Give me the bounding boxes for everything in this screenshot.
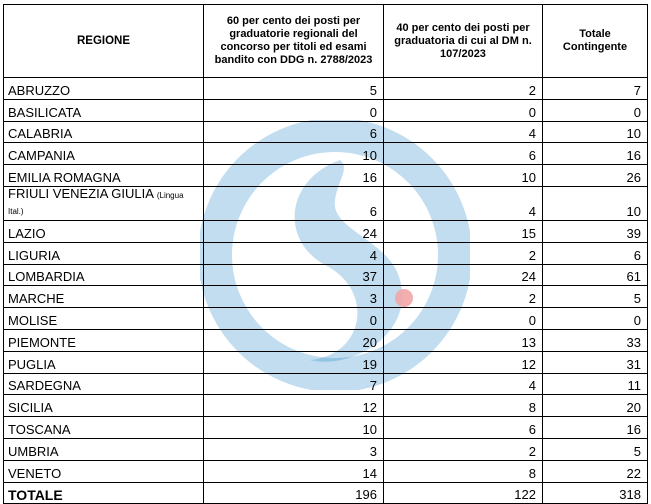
posts-total: 10 <box>543 186 648 220</box>
header-region: REGIONE <box>4 5 204 78</box>
posts-60: 4 <box>204 242 384 264</box>
posts-60: 12 <box>204 395 384 417</box>
header-40-percent: 40 per cento dei posti per graduatoria di cui al DM n. 107/2023 <box>384 5 543 78</box>
posts-total: 6 <box>543 242 648 264</box>
table-header-row <box>4 5 648 78</box>
region-name <box>4 460 204 482</box>
region-name <box>4 351 204 373</box>
totals-40: 122 <box>384 482 543 504</box>
region-name <box>4 143 204 165</box>
region-label: LAZIO <box>8 225 46 241</box>
posts-60: 6 <box>204 186 384 220</box>
totals-label: TOTALE <box>4 482 204 504</box>
region-name <box>4 264 204 286</box>
posts-40: 24 <box>384 264 543 286</box>
table-row <box>4 78 648 100</box>
posts-40: 8 <box>384 460 543 482</box>
posts-total: 26 <box>543 165 648 187</box>
posts-40: 4 <box>384 186 543 220</box>
posts-total: 10 <box>543 121 648 143</box>
posts-60: 20 <box>204 329 384 351</box>
header-total: Totale Contingente <box>543 5 648 78</box>
posts-60: 16 <box>204 165 384 187</box>
table-row <box>4 286 648 308</box>
posts-60: 0 <box>204 308 384 330</box>
posts-total: 20 <box>543 395 648 417</box>
table-row <box>4 351 648 373</box>
posts-total: 22 <box>543 460 648 482</box>
posts-total: 0 <box>543 99 648 121</box>
posts-40: 2 <box>384 78 543 100</box>
table-body <box>4 78 648 483</box>
table-row <box>4 417 648 439</box>
posts-60: 3 <box>204 286 384 308</box>
posts-total: 11 <box>543 373 648 395</box>
region-name <box>4 329 204 351</box>
posts-60: 6 <box>204 121 384 143</box>
region-label: CALABRIA <box>8 126 73 142</box>
region-label: TOSCANA <box>8 421 71 437</box>
posts-total: 16 <box>543 417 648 439</box>
posts-40: 6 <box>384 417 543 439</box>
region-label: BASILICATA <box>8 104 82 120</box>
table-row <box>4 329 648 351</box>
region-note: (Lingua Ital.) <box>8 190 184 216</box>
region-label: MOLISE <box>8 312 58 328</box>
posts-total: 16 <box>543 143 648 165</box>
region-name <box>4 308 204 330</box>
contingent-table <box>3 4 648 504</box>
posts-40: 4 <box>384 373 543 395</box>
region-name <box>4 373 204 395</box>
posts-total: 7 <box>543 78 648 100</box>
posts-60: 0 <box>204 99 384 121</box>
region-label: PIEMONTE <box>8 334 76 350</box>
posts-60: 3 <box>204 438 384 460</box>
region-name <box>4 186 204 220</box>
totals-60: 196 <box>204 482 384 504</box>
region-label: PUGLIA <box>8 356 56 372</box>
region-label: CAMPANIA <box>8 148 75 164</box>
posts-60: 14 <box>204 460 384 482</box>
posts-40: 2 <box>384 286 543 308</box>
posts-total: 5 <box>543 438 648 460</box>
region-label: SICILIA <box>8 400 53 416</box>
posts-60: 10 <box>204 143 384 165</box>
posts-40: 12 <box>384 351 543 373</box>
posts-60: 37 <box>204 264 384 286</box>
region-label: FRIULI VENEZIA GIULIA <box>8 185 154 201</box>
table-row <box>4 460 648 482</box>
posts-40: 0 <box>384 308 543 330</box>
posts-60: 7 <box>204 373 384 395</box>
region-name <box>4 417 204 439</box>
posts-total: 33 <box>543 329 648 351</box>
region-label: MARCHE <box>8 291 65 307</box>
table-row <box>4 395 648 417</box>
posts-60: 10 <box>204 417 384 439</box>
region-label: EMILIA ROMAGNA <box>8 169 121 185</box>
region-name <box>4 286 204 308</box>
header-60-percent: 60 per cento dei posti per graduatorie regionali del concorso per titoli ed esami bandito con DDG n. 2788/2023 <box>204 5 384 78</box>
region-name <box>4 99 204 121</box>
posts-total: 61 <box>543 264 648 286</box>
region-name <box>4 78 204 100</box>
table-row <box>4 186 648 220</box>
posts-total: 31 <box>543 351 648 373</box>
table-row <box>4 99 648 121</box>
region-name <box>4 438 204 460</box>
region-label: VENETO <box>8 465 62 481</box>
posts-40: 2 <box>384 242 543 264</box>
region-label: LOMBARDIA <box>8 269 85 285</box>
posts-40: 13 <box>384 329 543 351</box>
posts-40: 2 <box>384 438 543 460</box>
posts-60: 24 <box>204 220 384 242</box>
region-name <box>4 165 204 187</box>
region-name <box>4 242 204 264</box>
region-label: ABRUZZO <box>8 82 71 98</box>
table-row <box>4 373 648 395</box>
totals-row <box>4 482 648 504</box>
posts-60: 19 <box>204 351 384 373</box>
posts-total: 0 <box>543 308 648 330</box>
totals-total: 318 <box>543 482 648 504</box>
table-row <box>4 121 648 143</box>
posts-40: 15 <box>384 220 543 242</box>
region-name <box>4 121 204 143</box>
posts-40: 8 <box>384 395 543 417</box>
posts-60: 5 <box>204 78 384 100</box>
region-label: LIGURIA <box>8 247 61 263</box>
table-row <box>4 143 648 165</box>
table-row <box>4 165 648 187</box>
region-label: SARDEGNA <box>8 378 81 394</box>
region-name <box>4 220 204 242</box>
table-row <box>4 264 648 286</box>
table-row <box>4 308 648 330</box>
region-label: UMBRIA <box>8 443 59 459</box>
posts-40: 0 <box>384 99 543 121</box>
region-name <box>4 395 204 417</box>
posts-40: 6 <box>384 143 543 165</box>
table-row <box>4 438 648 460</box>
table-row <box>4 242 648 264</box>
posts-40: 4 <box>384 121 543 143</box>
posts-total: 39 <box>543 220 648 242</box>
posts-total: 5 <box>543 286 648 308</box>
posts-40: 10 <box>384 165 543 187</box>
table-row <box>4 220 648 242</box>
